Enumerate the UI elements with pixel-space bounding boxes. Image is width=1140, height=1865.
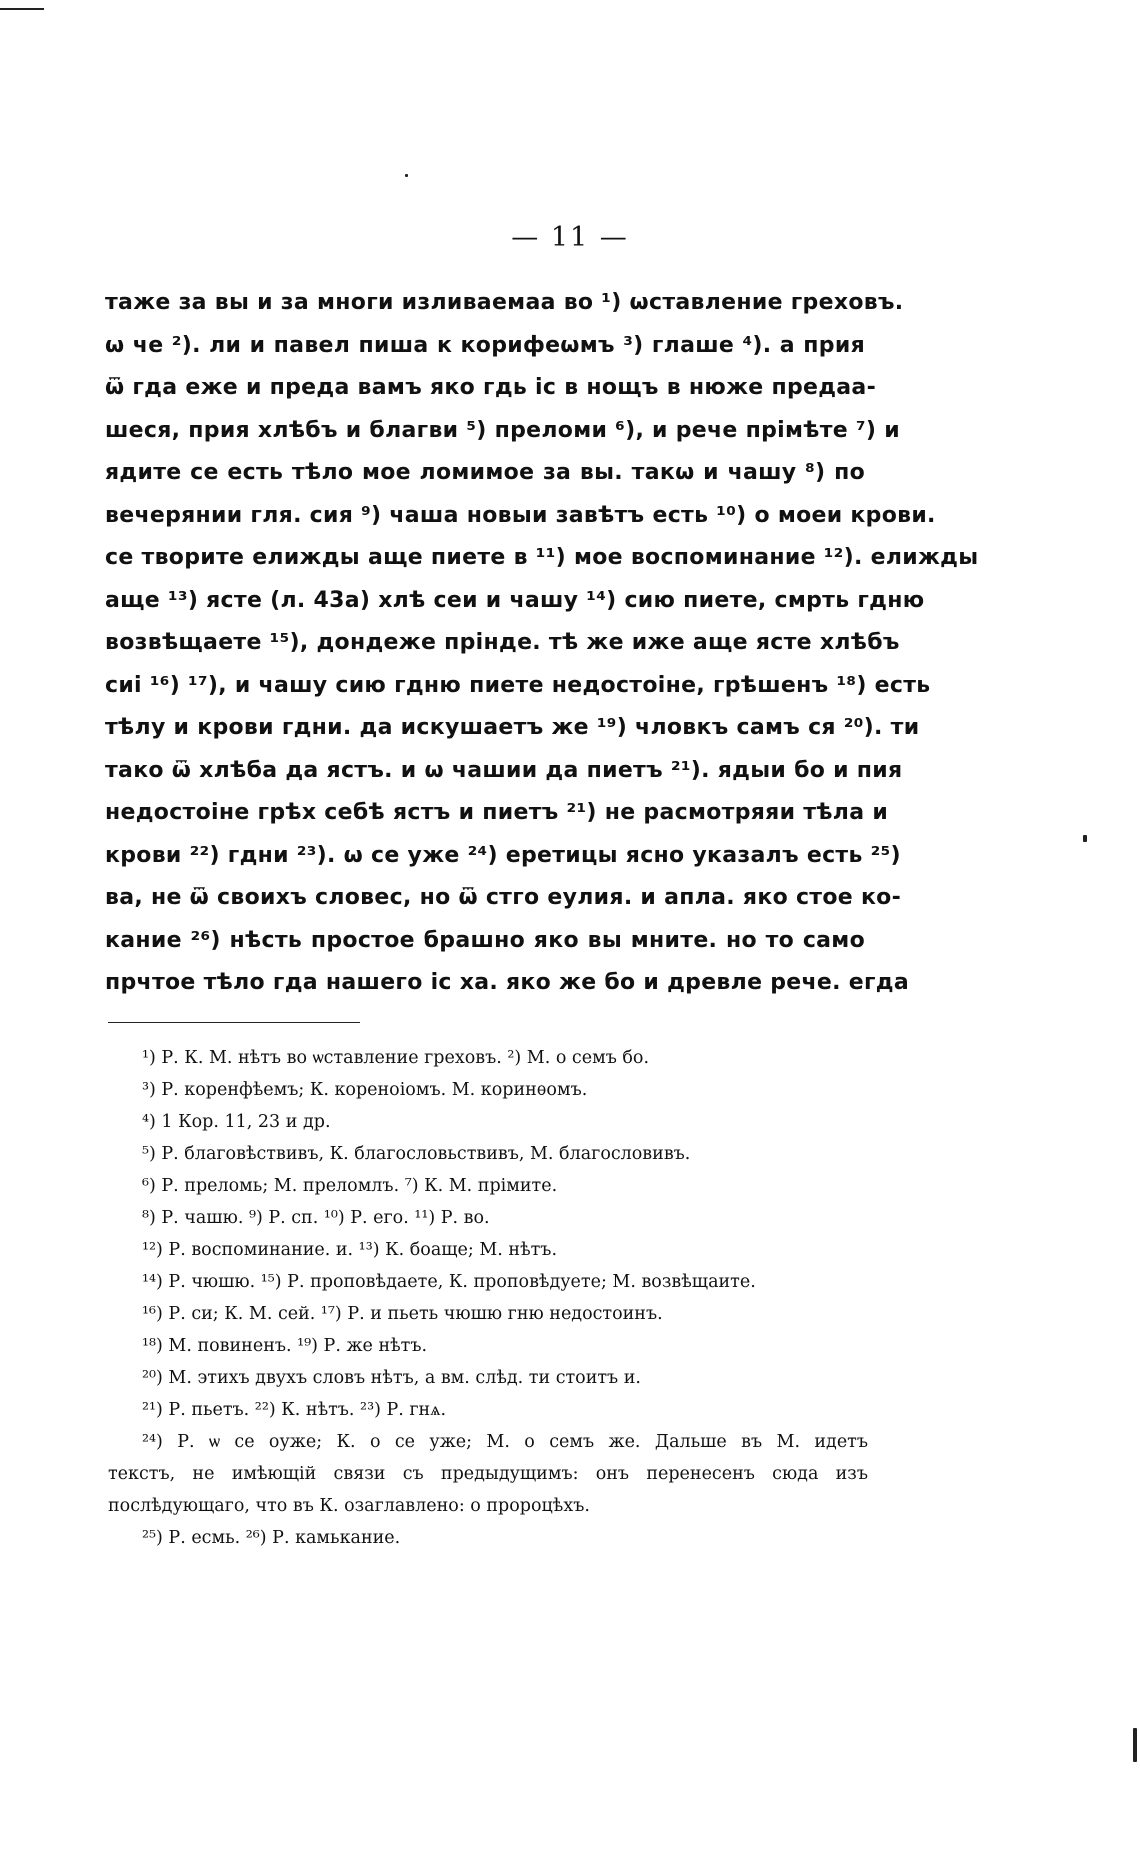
footnote-line: ²⁵) Р. есмь. ²⁶) Р. камькание. bbox=[142, 1528, 401, 1548]
top-edge-mark bbox=[0, 8, 44, 10]
footnote-line: ⁶) Р. преломь; М. преломлъ. ⁷) К. М. прімите. bbox=[142, 1176, 558, 1196]
scan-speck bbox=[1083, 835, 1087, 842]
scan-speck bbox=[1133, 1728, 1137, 1762]
scan-speck bbox=[405, 174, 408, 177]
text-line: тѣлу и крови гдни. да искушаетъ же ¹⁹) чловкъ самъ ся ²⁰). ти bbox=[105, 715, 920, 740]
footnote-line: ²¹) Р. пьетъ. ²²) К. нѣтъ. ²³) Р. гнѧ. bbox=[142, 1400, 447, 1420]
footnote-line: ⁴) 1 Кор. 11, 23 и др. bbox=[142, 1112, 331, 1132]
text-line: вечерянии гля. сия ⁹) чаша новыи завѣтъ есть ¹⁰) о моеи крови. bbox=[105, 502, 936, 528]
footnote-line: ¹²) Р. воспоминание. и. ¹³) К. боаще; М. нѣтъ. bbox=[142, 1240, 558, 1260]
page-number: — 11 — bbox=[511, 222, 629, 253]
text-line: ѿ гда еже и преда вамъ яко гдь іс в нощъ в нюже предаа- bbox=[105, 375, 877, 400]
text-line: се творите елижды аще пиете в ¹¹) мое воспоминание ¹²). елижды bbox=[105, 545, 979, 570]
text-line: крови ²²) гдни ²³). ѡ се уже ²⁴) еретицы ясно указалъ есть ²⁵) bbox=[105, 842, 901, 868]
footnote-line: ¹⁸) М. повиненъ. ¹⁹) Р. же нѣтъ. bbox=[142, 1336, 428, 1356]
main-text-block bbox=[105, 282, 979, 1005]
footnote-line: ⁵) Р. благовѣствивъ, К. благословьствивъ, М. благословивъ. bbox=[142, 1144, 691, 1164]
text-line: ва, не ѿ своихъ словес, но ѿ стго еулия. и апла. яко стое ко- bbox=[105, 885, 902, 910]
text-line: тако ѿ хлѣба да ястъ. и ѡ чашии да пиетъ ²¹). ядыи бо и пия bbox=[105, 757, 903, 783]
text-line: таже за вы и за многи изливаемаа во ¹) ѡставление греховъ. bbox=[105, 290, 904, 315]
footnotes-block bbox=[108, 1042, 868, 1554]
text-line: шеся, прия хлѣбъ и благви ⁵) преломи ⁶), и рече прімѣте ⁷) и bbox=[105, 417, 900, 443]
text-line: ѡ че ²). ли и павел пиша к корифеѡмъ ³) глаше ⁴). а прия bbox=[105, 332, 865, 358]
footnote-line: ²⁴) Р. ѡ се оуже; К. о се уже; М. о семъ же. Дальше въ М. идетъ bbox=[142, 1432, 868, 1452]
footnote-divider bbox=[108, 1022, 360, 1023]
text-line: ядите се есть тѣло мое ломимое за вы. такѡ и чашу ⁸) по bbox=[105, 460, 865, 485]
text-line: кание ²⁶) нѣсть простое брашно яко вы мните. но то само bbox=[105, 927, 865, 953]
footnote-line: ⁸) Р. чашю. ⁹) Р. сп. ¹⁰) Р. его. ¹¹) Р. во. bbox=[142, 1208, 490, 1228]
text-line: аще ¹³) ясте (л. 43а) хлѣ сеи и чашу ¹⁴) сию пиете, смрть гдню bbox=[105, 587, 925, 613]
footnote-line: ²⁰) М. этихъ двухъ словъ нѣтъ, а вм. слѣд. ти стоитъ и. bbox=[142, 1368, 641, 1388]
text-line: сиі ¹⁶) ¹⁷), и чашу сию гдню пиете недостоіне, грѣшенъ ¹⁸) есть bbox=[105, 672, 931, 698]
footnote-line: ¹⁶) Р. си; К. М. сей. ¹⁷) Р. и пьеть чюшю гню недостоинъ. bbox=[142, 1304, 663, 1324]
footnote-line: ¹) Р. К. М. нѣтъ во ѡставление греховъ. ²) М. о семъ бо. bbox=[142, 1048, 650, 1068]
footnote-line-continued: послѣдующаго, что въ К. озаглавлено: о пророцѣхъ. bbox=[108, 1496, 590, 1516]
footnote-line: ¹⁴) Р. чюшю. ¹⁵) Р. проповѣдаете, К. проповѣдуете; М. возвѣщаите. bbox=[142, 1272, 756, 1292]
text-line: недостоіне грѣх себѣ ястъ и пиетъ ²¹) не расмотряяи тѣла и bbox=[105, 800, 889, 825]
footnote-line-continued: текстъ, не имѣющій связи съ предыдущимъ: онъ перенесенъ сюда изъ bbox=[108, 1464, 868, 1484]
text-line: возвѣщаете ¹⁵), дондеже прінде. тѣ же иже аще ясте хлѣбъ bbox=[105, 630, 900, 655]
text-line: прчтое тѣло гда нашего іс ха. яко же бо и древле рече. егда bbox=[105, 970, 909, 995]
footnote-line: ³) Р. коренфѣемъ; К. кореноіомъ. М. коринѳомъ. bbox=[142, 1080, 588, 1100]
